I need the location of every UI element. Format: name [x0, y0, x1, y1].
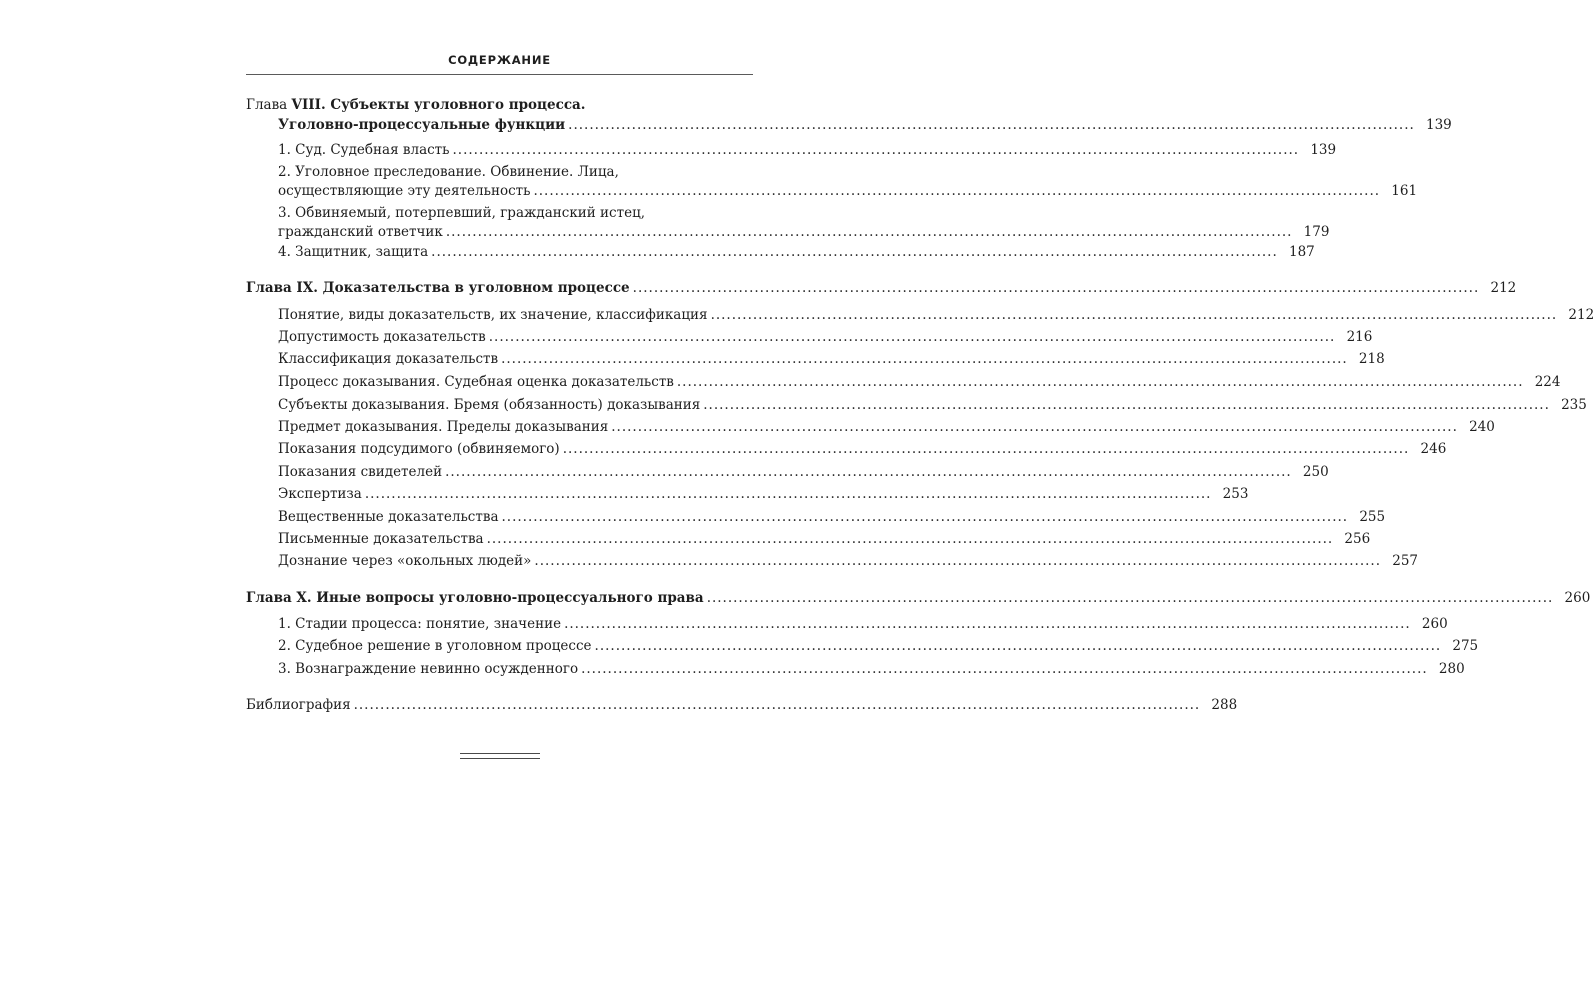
toc-section-8-4[interactable]: [278, 243, 1315, 261]
dot-leader: ................................................................................................................................................................: [501, 351, 1348, 367]
page-number: 275: [1452, 638, 1479, 654]
page-number: 257: [1392, 553, 1419, 569]
page-number: 260: [1564, 590, 1591, 606]
dot-leader: ................................................................................................................................................................: [611, 419, 1458, 435]
section-title-part-1: 3. Обвиняемый, потерпевший, гражданский истец,: [278, 205, 646, 221]
dot-leader: ................................................................................................................................................................: [533, 183, 1381, 199]
end-rule-top: [460, 753, 540, 754]
section-title: Понятие, виды доказательств, их значение, классификация: [278, 307, 708, 323]
chapter-8-numeral: VII: [291, 97, 315, 113]
section-line-2: [278, 223, 1330, 241]
section-line: [278, 373, 1561, 391]
toc-section-9-7[interactable]: [278, 440, 1447, 458]
section-line: [278, 552, 1419, 570]
page-number: 288: [1211, 697, 1238, 713]
page-number: 179: [1303, 224, 1330, 240]
dot-leader: ................................................................................................................................................................: [581, 661, 1428, 677]
section-title-part-1: 2. Уголовное преследование. Обвинение. Лица,: [278, 164, 619, 180]
section-title-part-2: гражданский ответчик: [278, 224, 443, 240]
section-title: 4. Защитник, защита: [278, 244, 429, 260]
toc-section-10-3[interactable]: [278, 660, 1465, 678]
page-number: 139: [1426, 117, 1452, 133]
dot-leader: ................................................................................................................................................................: [501, 509, 1349, 525]
dot-leader: ................................................................................................................................................................: [710, 307, 1558, 323]
chapter-line: [246, 279, 1517, 297]
toc-section-8-1[interactable]: [278, 141, 1337, 159]
header-rule: [246, 74, 753, 75]
section-title: 2. Судебное решение в уголовном процессе: [278, 638, 592, 654]
toc-chapter-9[interactable]: [246, 279, 1517, 297]
section-line-1: [278, 163, 753, 182]
section-line: [278, 440, 1447, 458]
chapter-title: Глава IX. Доказательства в уголовном процессе: [246, 280, 630, 296]
end-rule-bottom: [460, 758, 540, 759]
toc-section-8-2[interactable]: [278, 163, 1418, 200]
bibliography-title: Библиография: [246, 697, 351, 713]
section-line: [278, 418, 1495, 436]
section-line: [278, 615, 1448, 633]
toc-section-10-1[interactable]: [278, 615, 1448, 633]
toc-chapter-10[interactable]: [246, 589, 1591, 607]
chapter-8-prefix: Глава: [246, 97, 292, 113]
toc-section-9-5[interactable]: [278, 396, 1587, 414]
toc-chapter-8[interactable]: [246, 96, 1452, 134]
section-line: [278, 243, 1315, 261]
chapter-title: Глава X. Иные вопросы уголовно-процессуального права: [246, 590, 704, 606]
section-line: [278, 306, 1594, 324]
section-title: Письменные доказательства: [278, 531, 484, 547]
dot-leader: ................................................................................................................................................................: [564, 616, 1411, 632]
toc-section-9-4[interactable]: [278, 373, 1561, 391]
section-line: [278, 463, 1329, 481]
dot-leader: ................................................................................................................................................................: [534, 553, 1382, 569]
toc-section-9-11[interactable]: [278, 530, 1371, 548]
toc-section-9-1[interactable]: [278, 306, 1594, 324]
page-number: 246: [1420, 441, 1447, 457]
toc-section-9-8[interactable]: [278, 463, 1329, 481]
toc-section-8-3[interactable]: [278, 204, 1330, 241]
section-title: 1. Стадии процесса: понятие, значение: [278, 616, 562, 632]
section-line: [278, 141, 1337, 159]
toc-section-9-3[interactable]: [278, 350, 1385, 368]
running-head-title: СОДЕРЖАНИЕ: [448, 53, 551, 67]
section-title: Процесс доказывания. Судебная оценка доказательств: [278, 374, 674, 390]
dot-leader: ................................................................................................................................................................: [632, 280, 1480, 296]
page-number: 139: [1310, 142, 1337, 158]
dot-leader: ................................................................................................................................................................: [706, 590, 1554, 606]
toc-section-9-2[interactable]: [278, 328, 1373, 346]
chapter-8-title-line-1: [246, 96, 753, 114]
dot-leader: ................................................................................................................................................................: [562, 441, 1410, 457]
page-number: 260: [1421, 616, 1448, 632]
section-title: Показания свидетелей: [278, 464, 443, 480]
chapter-line: [246, 589, 1591, 607]
bibliography-line: [246, 696, 1238, 714]
toc-bibliography[interactable]: [246, 696, 1238, 714]
dot-leader: ................................................................................................................................................................: [364, 486, 1212, 502]
section-title-part-2: осуществляющие эту деятельность: [278, 183, 531, 199]
page-number: 235: [1561, 397, 1587, 413]
section-title: Экспертиза: [278, 486, 362, 502]
section-title: Допустимость доказательств: [278, 329, 486, 345]
dot-leader: ................................................................................................................................................................: [445, 464, 1292, 480]
page-number: 253: [1222, 486, 1249, 502]
dot-leader: ................................................................................................................................................................: [676, 374, 1524, 390]
chapter-8-title-line-2: [246, 116, 1452, 134]
page-number: 212: [1568, 307, 1594, 323]
dot-leader: ................................................................................................................................................................: [445, 224, 1293, 240]
section-line-1: [278, 204, 753, 223]
dot-leader: ................................................................................................................................................................: [452, 142, 1300, 158]
chapter-8-title-rest: I. Субъекты уголовного процесса.: [314, 97, 586, 113]
page-number: 212: [1490, 280, 1517, 296]
page-number: 240: [1469, 419, 1495, 435]
toc-section-9-10[interactable]: [278, 508, 1386, 526]
section-title: Вещественные доказательства: [278, 509, 499, 525]
section-line: [278, 396, 1587, 414]
section-line: [278, 508, 1386, 526]
section-line: [278, 328, 1373, 346]
section-title: 3. Вознаграждение невинно осужденного: [278, 661, 579, 677]
dot-leader: ................................................................................................................................................................: [488, 329, 1336, 345]
section-line: [278, 485, 1249, 503]
dot-leader: ................................................................................................................................................................: [486, 531, 1334, 547]
page-number: 280: [1438, 661, 1465, 677]
toc-section-10-2[interactable]: [278, 637, 1479, 655]
section-line: [278, 350, 1385, 368]
page-number: 250: [1302, 464, 1329, 480]
dot-leader: ................................................................................................................................................................: [568, 117, 1415, 133]
page-number: 216: [1346, 329, 1373, 345]
section-line: [278, 530, 1371, 548]
section-title: Показания подсудимого (обвиняемого): [278, 441, 560, 457]
section-title: 1. Суд. Судебная власть: [278, 142, 450, 158]
dot-leader: ................................................................................................................................................................: [353, 697, 1201, 713]
page-number: 255: [1359, 509, 1386, 525]
page-number: 161: [1391, 183, 1418, 199]
dot-leader: ................................................................................................................................................................: [703, 397, 1550, 413]
toc-section-9-9[interactable]: [278, 485, 1249, 503]
section-title: Предмет доказывания. Пределы доказывания: [278, 419, 609, 435]
page-number: 256: [1344, 531, 1371, 547]
page-number: 187: [1288, 244, 1315, 260]
dot-leader: ................................................................................................................................................................: [594, 638, 1442, 654]
page-number: 224: [1534, 374, 1561, 390]
dot-leader: ................................................................................................................................................................: [431, 244, 1278, 260]
section-line: [278, 660, 1465, 678]
toc-section-9-12[interactable]: [278, 552, 1419, 570]
toc-section-9-6[interactable]: [278, 418, 1495, 436]
section-line: [278, 637, 1479, 655]
section-title: Классификация доказательств: [278, 351, 499, 367]
section-title: Дознание через «окольных людей»: [278, 553, 532, 569]
section-title: Субъекты доказывания. Бремя (обязанность) доказывания: [278, 397, 701, 413]
chapter-8-title: Уголовно-процессуальные функции: [278, 117, 566, 133]
page-number: 218: [1358, 351, 1385, 367]
section-line-2: [278, 182, 1418, 200]
